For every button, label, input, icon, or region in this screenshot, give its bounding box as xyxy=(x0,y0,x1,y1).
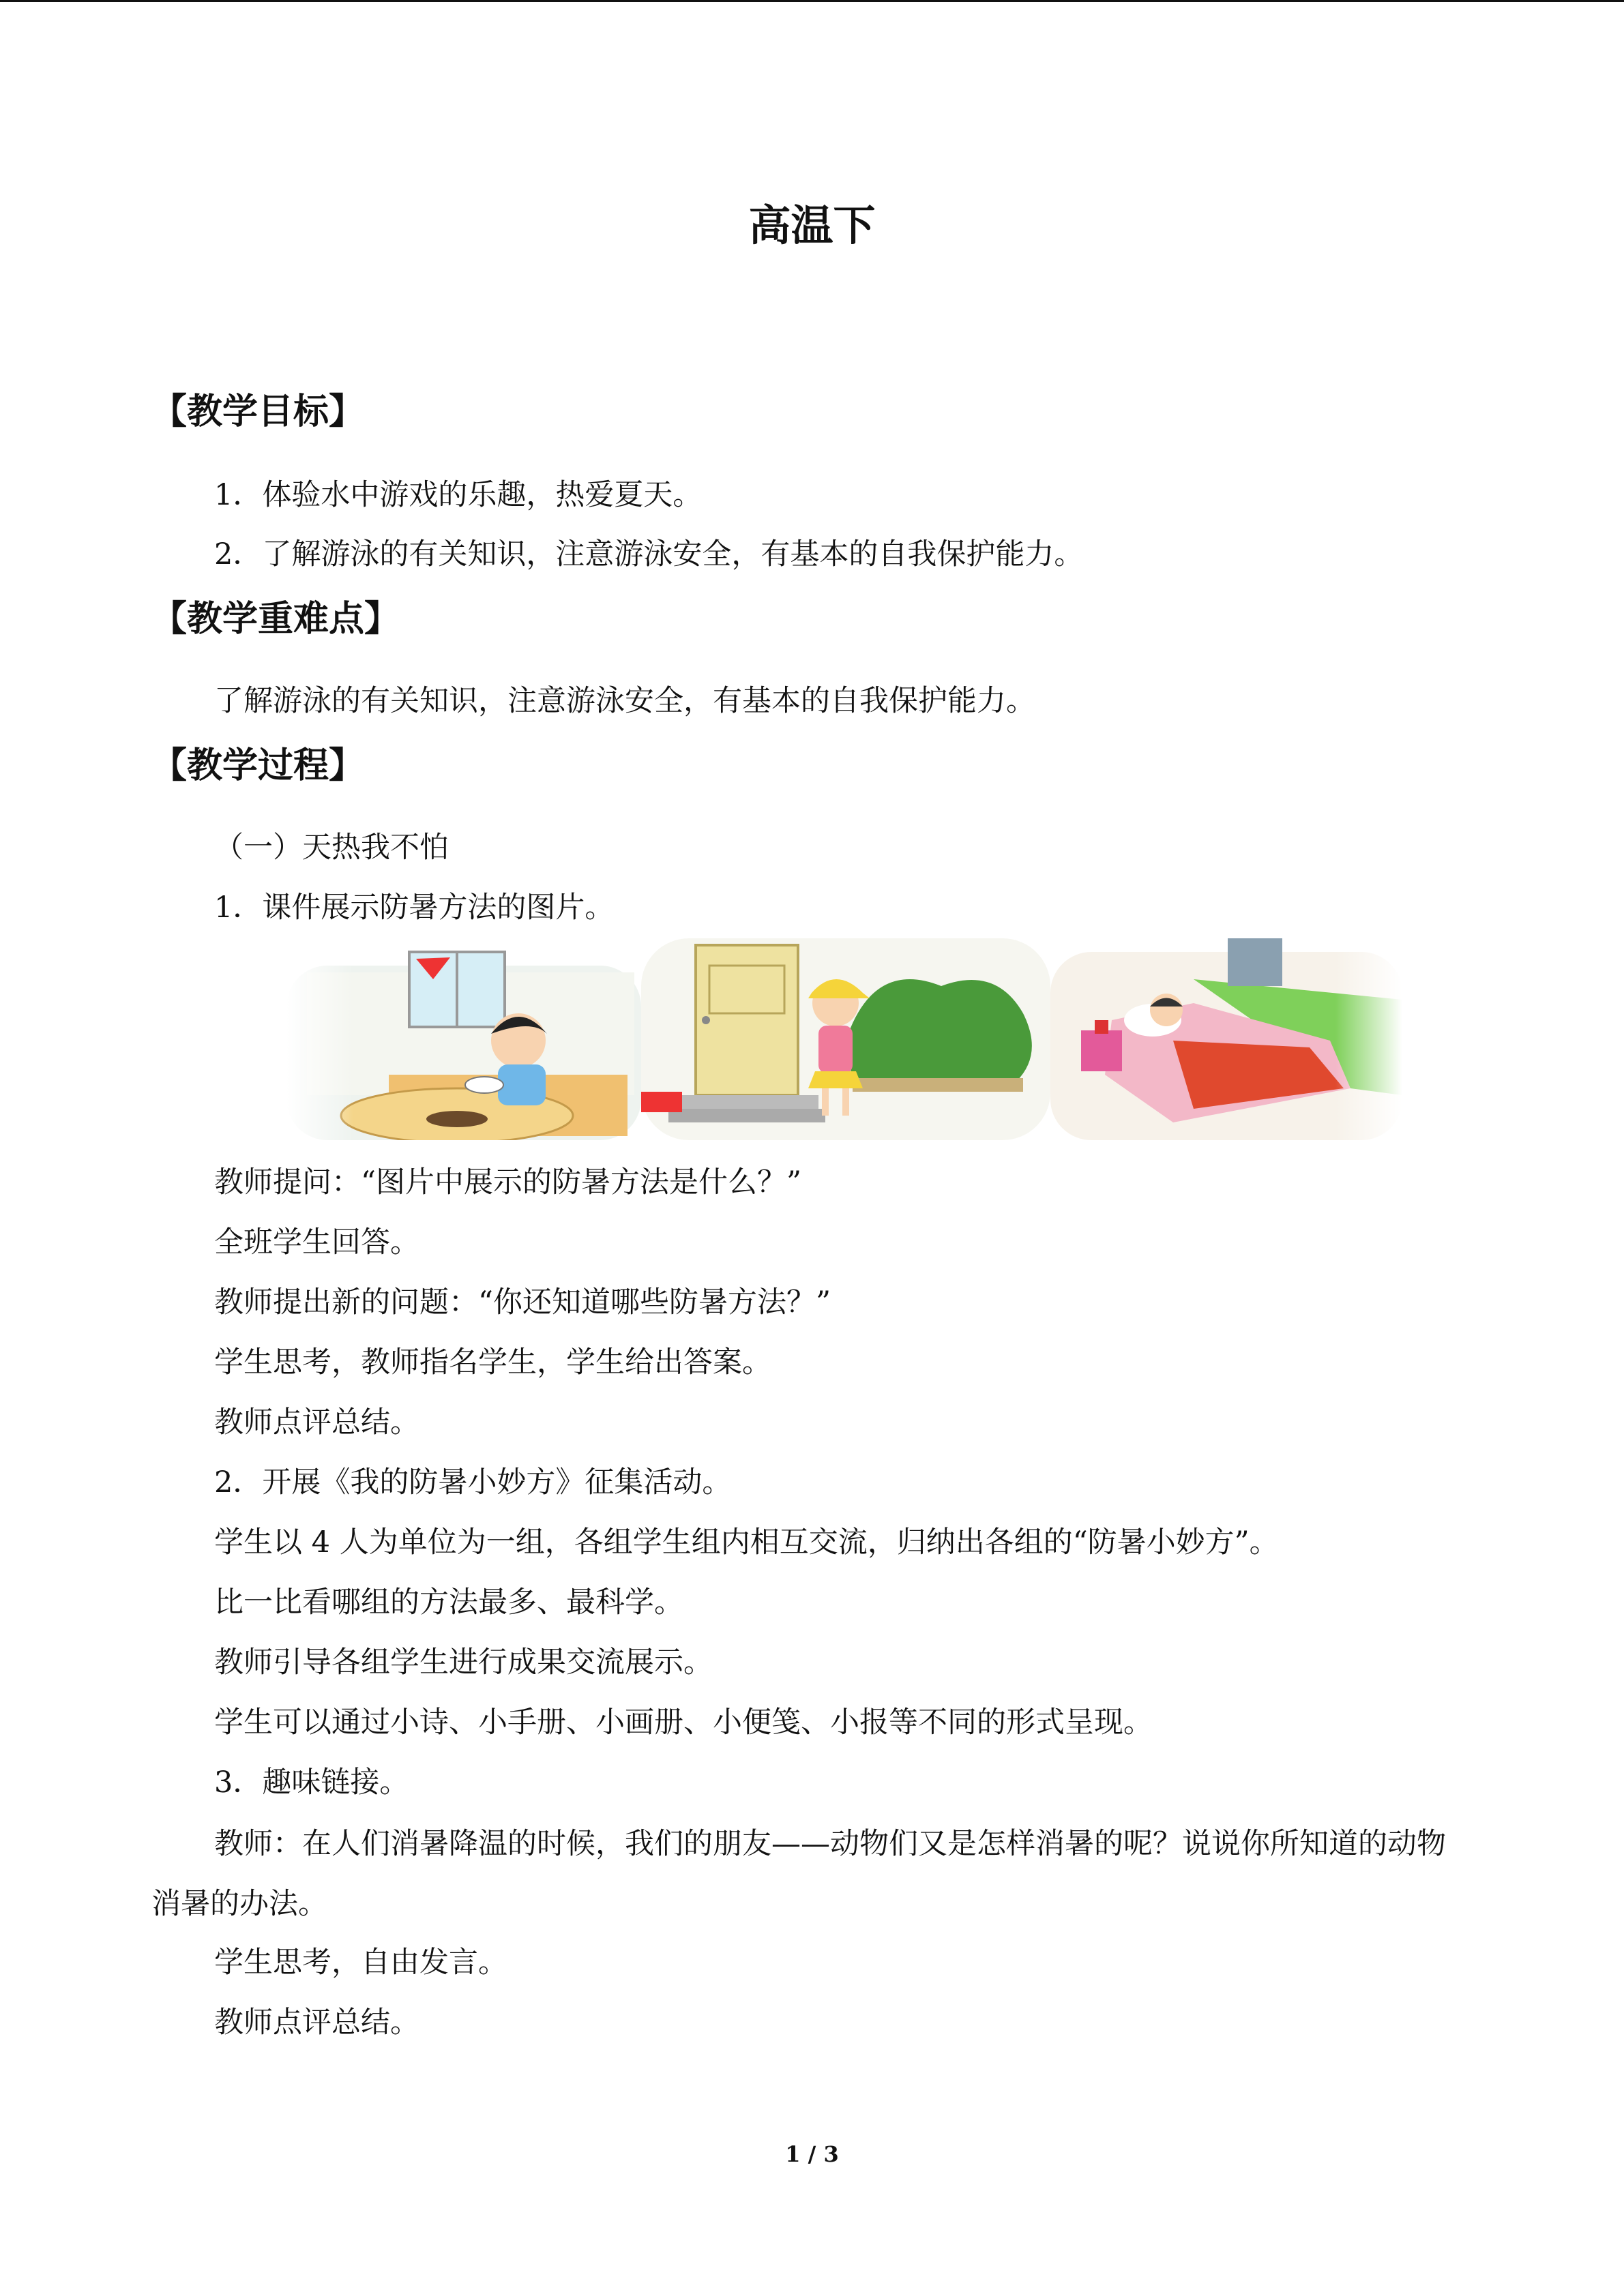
process-line: 比一比看哪组的方法最多、最科学。 xyxy=(214,1585,683,1620)
page-title: 高温下 xyxy=(748,200,876,250)
heading-goals: 【教学目标】 xyxy=(151,391,365,432)
process-line: 1．课件展示防暑方法的图片。 xyxy=(214,891,615,925)
process-subheading: （一）天热我不怕 xyxy=(214,831,449,865)
process-line: 学生可以通过小诗、小手册、小画册、小便笺、小报等不同的形式呈现。 xyxy=(214,1705,1153,1740)
process-line: 3．趣味链接。 xyxy=(214,1765,409,1800)
process-line: 全班学生回答。 xyxy=(214,1225,419,1259)
process-paragraph: 教师：在人们消暑降温的时候，我们的朋友——动物们又是怎样消暑的呢？说说你所知道的动物消暑的办法。 xyxy=(151,1827,1446,1921)
process-line: 学生思考，自由发言。 xyxy=(214,1945,507,1980)
process-line: 教师提出新的问题：“你还知道哪些防暑方法？” xyxy=(214,1285,831,1320)
goal-item-1: 1．体验水中游戏的乐趣，热爱夏天。 xyxy=(214,478,703,512)
page-number: 1 / 3 xyxy=(785,2141,839,2167)
heading-key-points: 【教学重难点】 xyxy=(151,599,400,640)
process-line: 教师点评总结。 xyxy=(214,2006,419,2040)
process-line: 教师点评总结。 xyxy=(214,1405,419,1440)
process-line: 教师提问：“图片中展示的防暑方法是什么？” xyxy=(214,1165,801,1199)
process-line: 学生以 4 人为单位为一组，各组学生组内相互交流，归纳出各组的“防暑小妙方”。 xyxy=(214,1525,1279,1560)
top-border xyxy=(0,0,1624,2)
process-line: 学生思考，教师指名学生，学生给出答案。 xyxy=(214,1345,771,1380)
process-line: 2．开展《我的防暑小妙方》征集活动。 xyxy=(214,1465,732,1500)
goal-item-2: 2．了解游泳的有关知识，注意游泳安全，有基本的自我保护能力。 xyxy=(214,537,1084,571)
process-line: 教师引导各组学生进行成果交流展示。 xyxy=(214,1645,713,1680)
heat-prevention-illustration xyxy=(286,938,1402,1140)
heading-process: 【教学过程】 xyxy=(151,745,365,786)
key-points-text: 了解游泳的有关知识，注意游泳安全，有基本的自我保护能力。 xyxy=(214,684,1035,718)
